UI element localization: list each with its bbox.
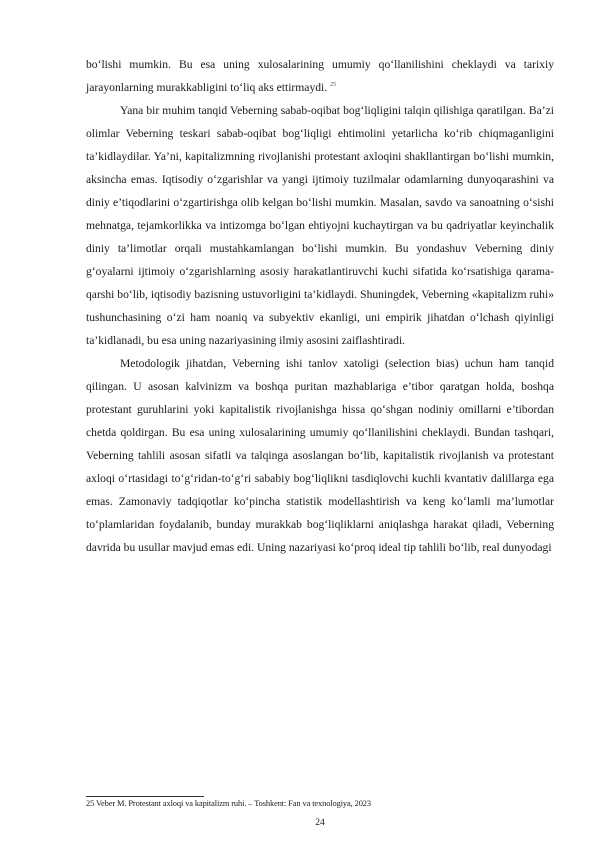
paragraph-causality-critique: Yana bir muhim tanqid Veberning sabab-oqibat bog‘liqligini talqin qilishiga qaratilgan. Ba’zi olimlar Veberning teskari sabab-oqibat bog‘liqligi ehtimolini yetarlicha ko‘rib chiqmaganligini ta’kidlaydilar. Ya’ni, kapitalizmning rivojlanishi protestant axloqini shakllantirgan bo‘lishi mumkin, aksincha emas. Iqtisodiy o‘zgarishlar va yangi ijtimoiy tuzilmalar odamlarning dunyoqarashini va diniy e’tiqodlarini o‘zgartirishga olib kelgan bo‘lishi mumkin. Masalan, savdo va sanoatning o‘sishi mehnatga, tejamkorlikka va intizomga bo‘lgan ehtiyojni kuchaytirgan va bu qadriyatlar keyinchalik diniy ta’limotlar orqali mustahkamlangan bo‘lishi mumkin. Bu yondashuv Veberning diniy g‘oyalarni ijtimoiy o‘zgarishlarning asosiy harakatlantiruvchi kuchi sifatida ko‘rsatishiga qarama-qarshi bo‘lib, iqtisodiy bazisning ustuvorligini ta’kidlaydi. Shuningdek, Veberning «kapitalizm ruhi» tushunchasining o‘zi ham noaniq va subyektiv ekanligi, uni empirik jihatdan o‘lchash qiyinligi ta’kidlanadi, bu esa uning nazariyasining ilmiy asosini zaiflashtiradi. — [86, 104, 554, 347]
paragraph-text: bo‘lishi mumkin. Bu esa uning xulosalarining umumiy qo‘llanilishini cheklaydi va tarixiy jarayonlarning murakkabligini to‘liq aks ettirmaydi. — [86, 58, 554, 94]
footnote-divider — [86, 796, 204, 797]
page-number: 24 — [315, 818, 325, 828]
body-text — [86, 53, 554, 559]
paragraph-continuation — [86, 53, 554, 99]
footnote: 25 Veber M. Protestant axloqi va kapitalizm ruhi. – Toshkent: Fan va texnologiya, 2023 — [86, 799, 371, 808]
footnote-reference[interactable]: 25 — [330, 82, 337, 89]
paragraph-methodology-critique: Metodologik jihatdan, Veberning ishi tanlov xatoligi (selection bias) uchun ham tanqid qilingan. U asosan kalvinizm va boshqa puritan mazhablariga e’tibor qaratgan holda, boshqa protestant guruhlarini yoki kapitalistik rivojlanishga hissa qo‘shgan nodiniy omillarni e’tibordan chetda qoldirgan. Bu esa uning xulosalarining umumiy qo‘llanilishini cheklaydi. Bundan tashqari, Veberning tahlili asosan sifatli va talqinga asoslangan bo‘lib, kapitalistik rivojlanish va protestant axloqi o‘rtasidagi to‘g‘ridan-to‘g‘ri sababiy bog‘liqlikni tasdiqlovchi kuchli kvantativ dalillarga ega emas. Zamonaviy tadqiqotlar ko‘pincha statistik modellashtirish va keng ko‘lamli ma’lumotlar to‘plamlaridan foydalanib, bunday murakkab bog‘liqliklarni aniqlashga harakat qiladi, Veberning davrida bu usullar mavjud emas edi. Uning nazariyasi ko‘proq ideal tip tahlili bo‘lib, real dunyodagi — [86, 357, 554, 554]
